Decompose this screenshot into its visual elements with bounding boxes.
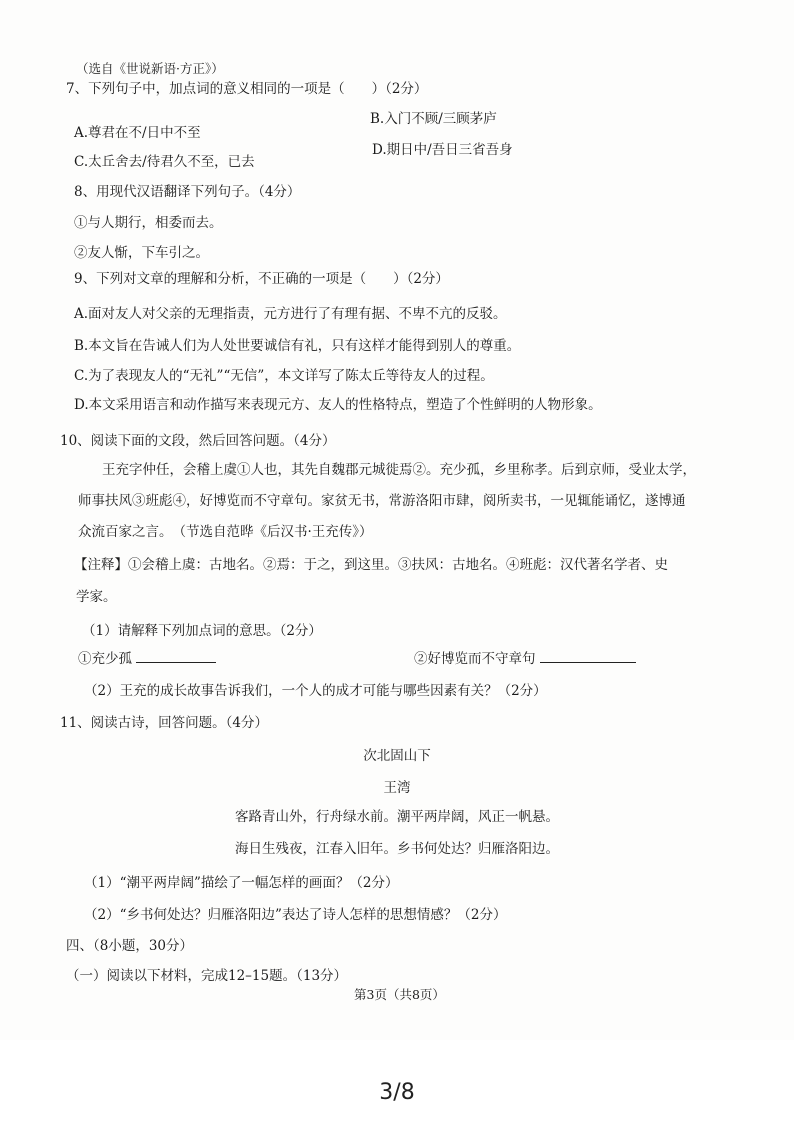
question-10-notes-line-2: 学家。 [76,589,117,605]
question-7-option-c: C.太丘舍去/待君久不至，已去 [74,154,255,170]
question-10-stem: 10、阅读下面的文段，然后回答问题。（4分） [60,433,336,449]
poem-title: 次北固山下 [363,748,431,764]
section-4-part-1-heading: （一）阅读以下材料，完成12–15题。（13分） [66,968,348,984]
question-7-option-a: A.尊君在不/日中不至 [74,125,201,141]
poem-author: 王湾 [383,780,411,796]
poem-line-1: 客路青山外，行舟绿水前。潮平两岸阔，风正一帆悬。 [235,809,559,825]
question-10-sub-1-a [78,650,216,668]
section-4-heading: 四、（8小题，30分） [66,938,194,954]
question-10-sub-2: （2）王充的成长故事告诉我们，一个人的成才可能与哪些因素有关？（2分） [84,683,547,699]
question-8-item-2: ②友人惭，下车引之。 [74,245,209,261]
question-7-option-b: B.入门不顾/三顾茅庐 [370,111,497,127]
question-10-notes-line-1: 【注释】①会稽上虞：古地名。②焉：于之，到这里。③扶风：古地名。④班彪：汉代著名学者、史 [74,557,668,573]
question-11-stem: 11、阅读古诗，回答问题。（4分） [60,715,269,731]
question-11-sub-2: （2）“乡书何处达？归雁洛阳边”表达了诗人怎样的思想情感？（2分） [84,907,507,923]
question-9-stem: 9、下列对文章的理解和分析，不正确的一项是（ ）（2分） [74,271,449,287]
question-8-item-1: ①与人期行，相委而去。 [74,215,223,231]
page-indicator: 3/8 [379,1080,415,1105]
question-10-sub-1-b [414,650,636,668]
poem-line-2: 海日生残夜，江春入旧年。乡书何处达？归雁洛阳边。 [235,841,559,857]
question-9-option-a: A.面对友人对父亲的无理指责，元方进行了有理有据、不卑不亢的反驳。 [74,306,507,322]
answer-blank-1[interactable] [136,650,216,663]
question-9-option-d: D.本文采用语言和动作描写来表现元方、友人的性格特点，塑造了个性鲜明的人物形象。 [74,397,602,413]
answer-blank-2[interactable] [540,650,636,663]
question-11-sub-1: （1）“潮平两岸阔”描绘了一幅怎样的画面？（2分） [84,875,399,891]
question-7-stem: 7、下列句子中，加点词的意义相同的一项是（ ）（2分） [66,81,428,97]
question-9-option-c: C.为了表现友人的“无礼”“无信”，本文详写了陈太丘等待友人的过程。 [74,368,494,384]
source-note: （选自《世说新语·方正》） [76,61,224,76]
question-10-sub-1-b-text: ②好博览而不守章句 [414,651,536,667]
question-10-passage-line-3: 众流百家之言。 （节选自范晔《后汉书·王充传》） [78,524,373,540]
question-8-stem: 8、用现代汉语翻译下列句子。（4分） [74,184,301,200]
question-7-option-d: D.期日中/吾日三省吾身 [372,142,513,158]
page-footer: 第3页（共8页） [354,987,445,1002]
question-10-passage-line-2: 师事扶风③班彪④，好博览而不守章句。家贫无书，常游洛阳市肆，阅所卖书，一见辄能诵忆，遂博通 [78,493,686,509]
question-9-option-b: B.本文旨在告诫人们为人处世要诚信有礼，只有这样才能得到别人的尊重。 [74,338,521,354]
question-10-sub-1: （1）请解释下列加点词的意思。（2分） [82,623,322,639]
question-10-passage-line-1: 王充字仲任，会稽上虞①人也，其先自魏郡元城徙焉②。充少孤，乡里称孝。后到京师，受业太学， [102,462,696,478]
question-10-sub-1-a-text: ①充少孤 [78,651,132,667]
